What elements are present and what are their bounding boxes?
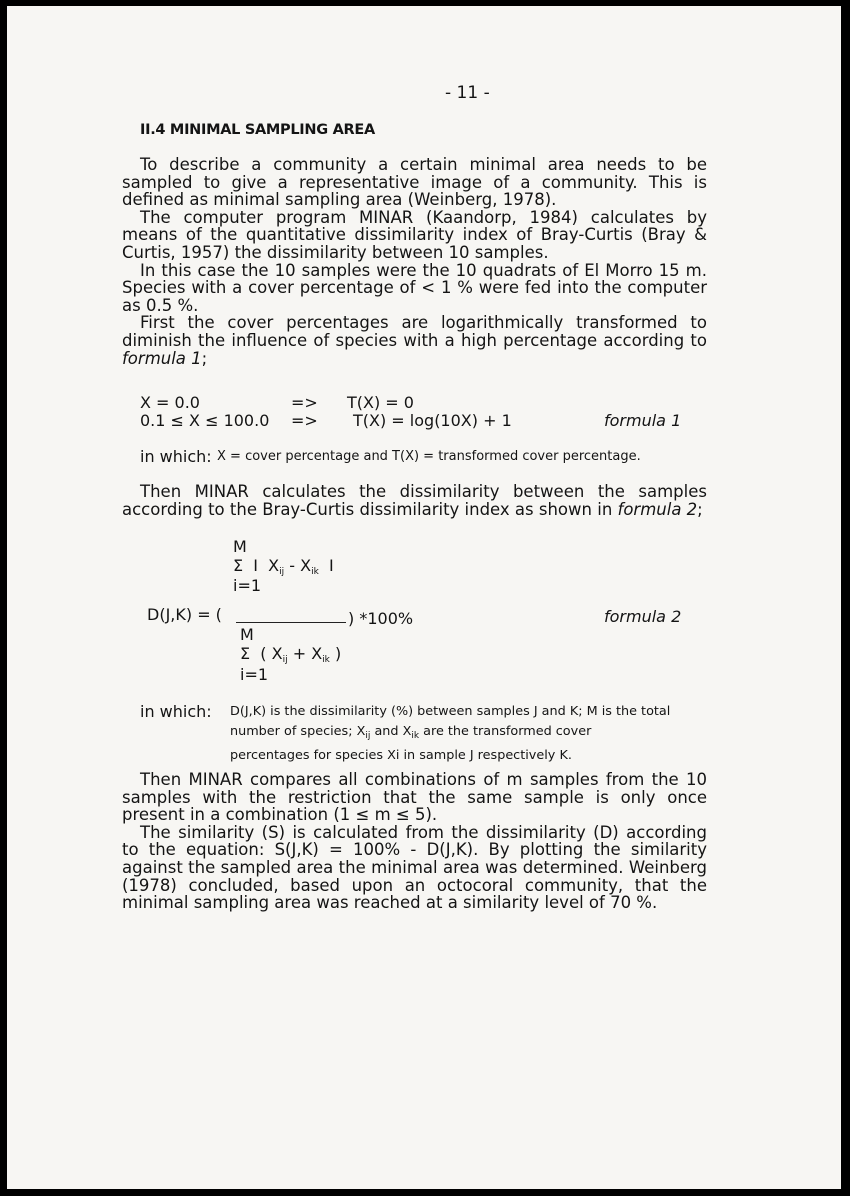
formula-2-intro xyxy=(122,483,707,518)
formula-1-row1-right: T(X) = 0 xyxy=(347,393,414,412)
paragraph-5: Then MINAR calculates the dissimilarity between the samples according to the Bray-Curtis dissimilarity index as shown in formula 2; xyxy=(122,482,707,519)
paragraph-1: To describe a community a certain minimal area needs to be sampled to give a representative image of a community. This is defined as minimal sampling area (Weinberg, 1978). xyxy=(122,155,707,210)
formula-1-row1-arrow: => xyxy=(291,393,318,412)
in-which-label-2: in which: xyxy=(140,702,212,721)
paragraph-6: Then MINAR compares all combinations of m samples from the 10 samples with the restriction that the same sample is only once present in a combination (1 ≤ m ≤ 5). xyxy=(122,770,707,825)
formula-1-row2-arrow: => xyxy=(291,411,318,430)
formula-2-legend: D(J,K) is the dissimilarity (%) between samples J and K; M is the total number of species; $X_{ij}$ and $X_{ik}$ are the transformed cover percentages for species Xi in sample J respectively K. xyxy=(230,704,671,763)
denominator-sigma: Σ ( $X_{ij} + X_{ik}$ ) xyxy=(240,644,342,665)
section-heading: II.4 MINIMAL SAMPLING AREA xyxy=(140,122,375,138)
numerator-sigma: Σ I $X_{ij} - X_{ik}$ I xyxy=(233,556,334,577)
sigma-symbol: Σ xyxy=(233,556,244,575)
formula-2-label: formula 2 xyxy=(604,607,682,626)
formula-2-lhs: D(J,K) = ( xyxy=(147,605,222,624)
numerator-lower-limit: i=1 xyxy=(233,576,262,595)
formula-1-row1-left: X = 0.0 xyxy=(140,393,200,412)
formula-1-reference: formula 1 xyxy=(122,348,202,368)
in-which-label-1: in which: xyxy=(140,447,212,466)
formula-1-label: formula 1 xyxy=(604,411,682,430)
formula-1-row2-left: 0.1 ≤ X ≤ 100.0 xyxy=(140,411,270,430)
paragraph-7: The similarity (S) is calculated from the dissimilarity (D) according to the equation: S(J,K) = 100% - D(J,K). By plotting the similarity against the sampled area the minimal area was determined. Weinberg (1978) concluded, based upon an octocoral community, that the minimal sampling area was reached at a similarity level of 70 %. xyxy=(122,822,707,913)
denominator-lower-limit: i=1 xyxy=(240,665,269,684)
fraction-bar xyxy=(236,622,346,623)
page-number: - 11 - xyxy=(445,83,490,103)
formula-2-reference: formula 2 xyxy=(617,499,698,519)
intro-text xyxy=(122,156,707,367)
formula-1-row2-right: T(X) = log(10X) + 1 xyxy=(353,411,512,430)
denominator-upper-limit: M xyxy=(240,625,254,644)
closing-text xyxy=(122,771,707,912)
paragraph-4: First the cover percentages are logarithmically transformed to diminish the influence of species with a high percentage according to formula 1; xyxy=(122,313,707,368)
document-page xyxy=(7,6,841,1189)
sigma-symbol: Σ xyxy=(240,644,251,663)
formula-1-legend: X = cover percentage and T(X) = transformed cover percentage. xyxy=(217,449,641,464)
paragraph-2: The computer program MINAR (Kaandorp, 1984) calculates by means of the quantitative dissimilarity index of Bray-Curtis (Bray & Curtis, 1957) the dissimilarity between 10 samples. xyxy=(122,207,707,262)
numerator-upper-limit: M xyxy=(233,537,247,556)
formula-2-rhs: ) *100% xyxy=(348,609,414,628)
paragraph-3: In this case the 10 samples were the 10 quadrats of El Morro 15 m. Species with a cover percentage of < 1 % were fed into the computer as 0.5 %. xyxy=(122,260,707,315)
